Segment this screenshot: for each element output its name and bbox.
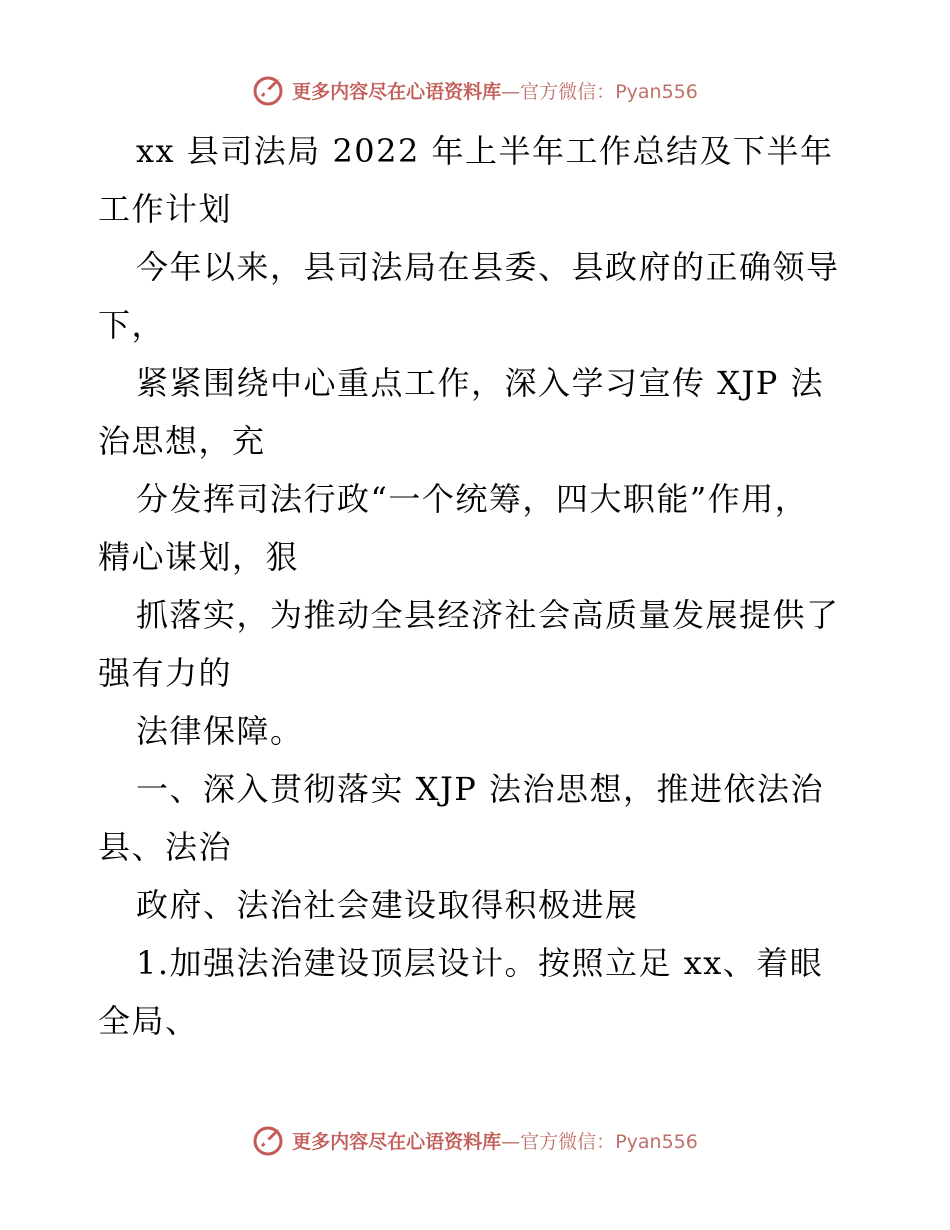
doc-line: 政府、法治社会建设取得积极进展 (136, 886, 639, 924)
watermark-text: 更多内容尽在心语资料库—官方微信：Pyan556 (292, 1130, 698, 1153)
footer-watermark (0, 1120, 950, 1160)
doc-line: 一、深入贯彻落实 XJP 法治思想，推进依法治 (136, 770, 824, 808)
doc-line: 县、法治 (98, 828, 233, 866)
doc-line: 法律保障。 (136, 712, 304, 750)
doc-line: 分发挥司法行政“一个统筹，四大职能”作用， (136, 480, 809, 518)
pen-circle-logo-icon (252, 1123, 286, 1157)
doc-line: 下， (98, 306, 166, 344)
watermark-text: 更多内容尽在心语资料库—官方微信：Pyan556 (292, 80, 698, 103)
doc-line: xx 县司法局 2022 年上半年工作总结及下半年 (136, 132, 834, 170)
doc-line: 治思想，充 (98, 422, 266, 460)
doc-line: 抓落实，为推动全县经济社会高质量发展提供了 (136, 596, 840, 634)
doc-line: 精心谋划，狠 (98, 538, 300, 576)
doc-line: 工作计划 (98, 190, 233, 228)
header-watermark (0, 70, 950, 110)
document-body (98, 122, 838, 1050)
doc-line: 1.加强法治建设顶层设计。按照立足 xx、着眼 (136, 944, 824, 982)
doc-line: 今年以来，县司法局在县委、县政府的正确领导 (136, 248, 840, 286)
doc-line: 全局、 (98, 1002, 199, 1040)
pen-circle-logo-icon (252, 73, 286, 107)
doc-line: 强有力的 (98, 654, 233, 692)
doc-line: 紧紧围绕中心重点工作，深入学习宣传 XJP 法 (136, 364, 824, 402)
